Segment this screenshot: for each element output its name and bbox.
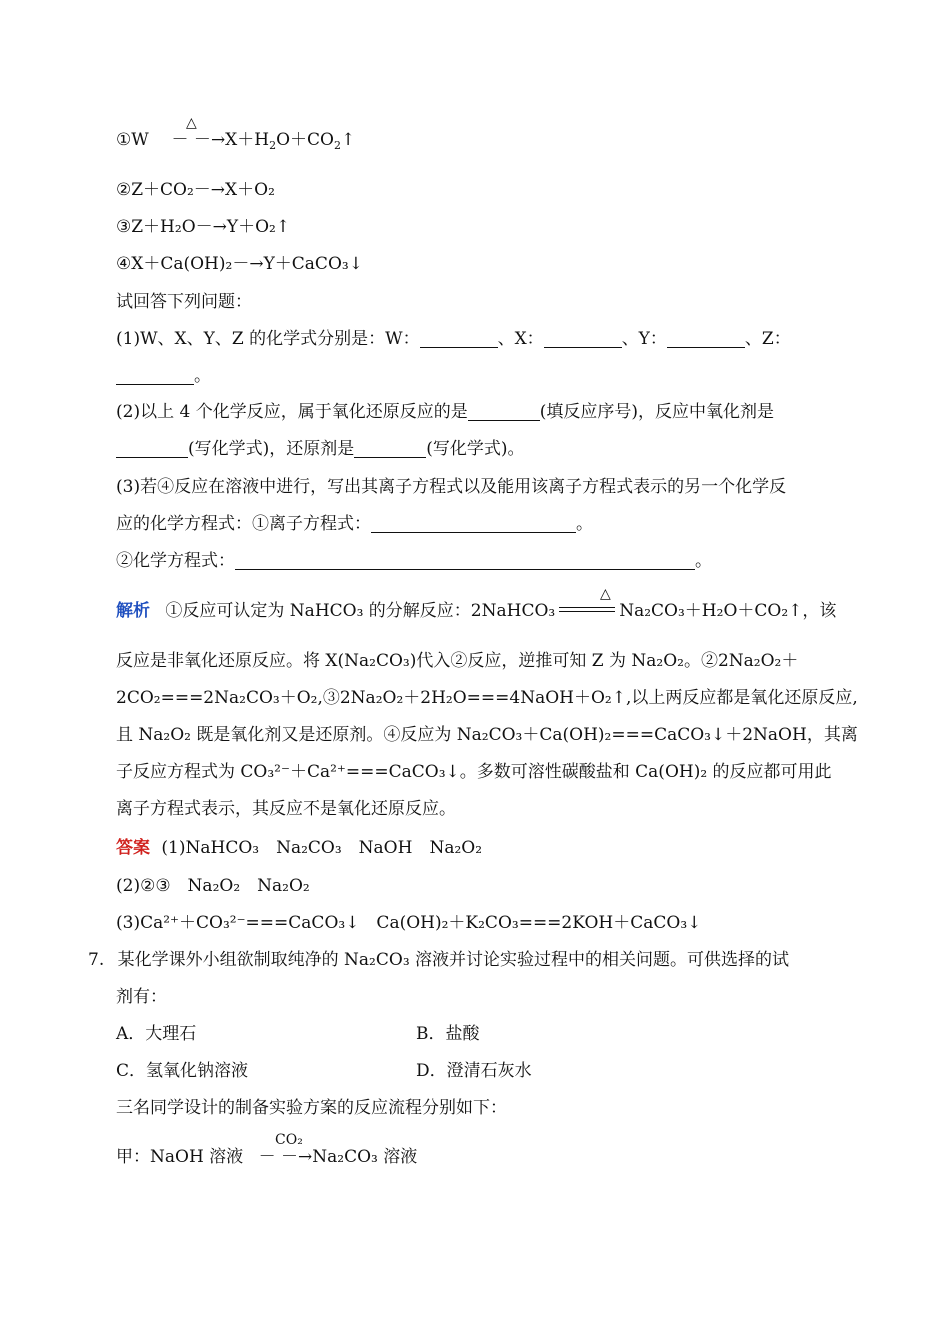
q3-text-c: ②化学方程式： — [116, 551, 235, 571]
questions-intro: 试回答下列问题： — [116, 292, 252, 312]
analysis-l1-a: ①反应可认定为 NaHCO₃ 的分解反应：2NaHCO₃ — [165, 601, 556, 621]
q7-options-cd — [116, 1059, 532, 1083]
reaction-1-arrow-dash: － － — [171, 130, 211, 150]
q3-blank-chem[interactable] — [235, 551, 695, 570]
question-1 — [116, 327, 791, 351]
q7-option-c[interactable]: C．氢氧化钠溶液 — [116, 1061, 249, 1081]
answer-line-2: (2)②③ Na₂O₂ Na₂O₂ — [116, 876, 310, 896]
q7-stem-1: 某化学课外小组欲制取纯净的 Na₂CO₃ 溶液并讨论实验过程中的相关问题。可供选择的试 — [117, 950, 790, 970]
heat-condition-1: △ — [186, 115, 197, 131]
reaction-1-left: ①W — [116, 130, 149, 150]
q1-z-label: 、Z： — [744, 329, 791, 349]
q2-blank-3[interactable] — [354, 439, 426, 458]
analysis-line-3: 2CO₂===2Na₂CO₃＋O₂,③2Na₂O₂＋2H₂O===4NaOH＋O₂↑,以上两反应都是氧化还原反应, — [116, 688, 858, 708]
analysis-label: 解析 — [116, 601, 150, 621]
q2-text-c: (写化学式)，还原剂是 — [188, 439, 355, 459]
analysis-line-5: 子反应方程式为 CO₃²⁻＋Ca²⁺===CaCO₃↓。多数可溶性碳酸盐和 Ca(OH)₂ 的反应都可用此 — [116, 762, 832, 782]
q2-blank-2[interactable] — [116, 439, 188, 458]
jia-end: →Na₂CO₃ 溶液 — [298, 1147, 418, 1167]
q7-line-2: 剂有： — [116, 987, 167, 1007]
q1-blank-z[interactable] — [116, 366, 194, 385]
q2-text-a: (2)以上 4 个化学反应，属于氧化还原反应的是 — [116, 402, 468, 422]
question-2 — [116, 400, 774, 424]
answer-a1: (1)NaHCO₃ Na₂CO₃ NaOH Na₂O₂ — [161, 838, 483, 858]
question-3: (3)若④反应在溶液中进行，写出其离子方程式以及能用该离子方程式表示的另一个化学反 — [116, 477, 787, 497]
q7-options-ab — [116, 1022, 480, 1046]
question-3-cont — [116, 512, 593, 536]
q7-flow-jia — [116, 1145, 417, 1169]
reaction-3: ③Z＋H₂O－→Y＋O₂↑ — [116, 217, 291, 237]
analysis-line-1 — [116, 599, 836, 623]
answer-label: 答案 — [116, 838, 150, 858]
equals-sign — [559, 607, 615, 612]
reaction-1-right: →X＋H — [210, 130, 270, 150]
analysis-line-6: 离子方程式表示，其反应不是氧化还原反应。 — [116, 799, 456, 819]
q1-text: (1)W、X、Y、Z 的化学式分别是：W： — [116, 329, 420, 349]
q3-text-b: 应的化学方程式：①离子方程式： — [116, 514, 371, 534]
q1-blank-x[interactable] — [544, 329, 622, 348]
reaction-4: ④X＋Ca(OH)₂－→Y＋CaCO₃↓ — [116, 254, 363, 274]
q7-option-a[interactable]: A．大理石 — [116, 1024, 197, 1044]
q7-option-b[interactable]: B．盐酸 — [416, 1024, 480, 1044]
q3-c-end: 。 — [695, 551, 712, 571]
q1-blank-w[interactable] — [420, 329, 498, 348]
q2-blank-1[interactable] — [468, 402, 540, 421]
question-2-cont — [116, 437, 525, 461]
question-1-cont — [116, 364, 211, 388]
jia-start: 甲：NaOH 溶液 — [116, 1147, 244, 1167]
reaction-1: ①W － $-\to X+H_2O+CO_2↑$ — [116, 130, 356, 152]
q3-blank-ionic[interactable] — [371, 514, 576, 533]
co2-condition: CO₂ — [275, 1132, 303, 1148]
jia-arrow-dash: － － — [258, 1147, 298, 1167]
q7-flow-intro: 三名同学设计的制备实验方案的反应流程分别如下： — [116, 1098, 507, 1118]
answer-line-3: (3)Ca²⁺＋CO₃²⁻===CaCO₃↓ Ca(OH)₂＋K₂CO₃===2KOH＋CaCO₃↓ — [116, 913, 702, 933]
analysis-l1-b: Na₂CO₃＋H₂O＋CO₂↑，该 — [619, 601, 837, 621]
q2-text-d: (写化学式)。 — [426, 439, 525, 459]
q1-end: 。 — [194, 366, 211, 386]
q7-line-1 — [88, 948, 789, 972]
q1-x-label: 、X： — [497, 329, 544, 349]
reaction-1-tail: O＋CO — [276, 130, 334, 150]
q1-blank-y[interactable] — [667, 329, 745, 348]
heat-condition-2: △ — [600, 586, 611, 602]
q3-b-end: 。 — [576, 514, 593, 534]
q7-option-d[interactable]: D．澄清石灰水 — [416, 1061, 532, 1081]
q1-y-label: 、Y： — [621, 329, 667, 349]
q7-number: 7. — [88, 950, 105, 970]
analysis-line-2: 反应是非氧化还原反应。将 X(Na₂CO₃)代入②反应，逆推可知 Z 为 Na₂O₂。②2Na₂O₂＋ — [116, 651, 799, 671]
q2-text-b: (填反应序号)，反应中氧化剂是 — [539, 402, 774, 422]
reaction-1-gas-arrow: ↑ — [341, 130, 356, 150]
reaction-2: ②Z＋CO₂－→X＋O₂ — [116, 180, 275, 200]
analysis-line-4: 且 Na₂O₂ 既是氧化剂又是还原剂。④反应为 Na₂CO₃＋Ca(OH)₂===CaCO₃↓＋2NaOH，其离 — [116, 725, 858, 745]
answer-line-1 — [116, 836, 482, 860]
question-3-chem — [116, 549, 712, 573]
